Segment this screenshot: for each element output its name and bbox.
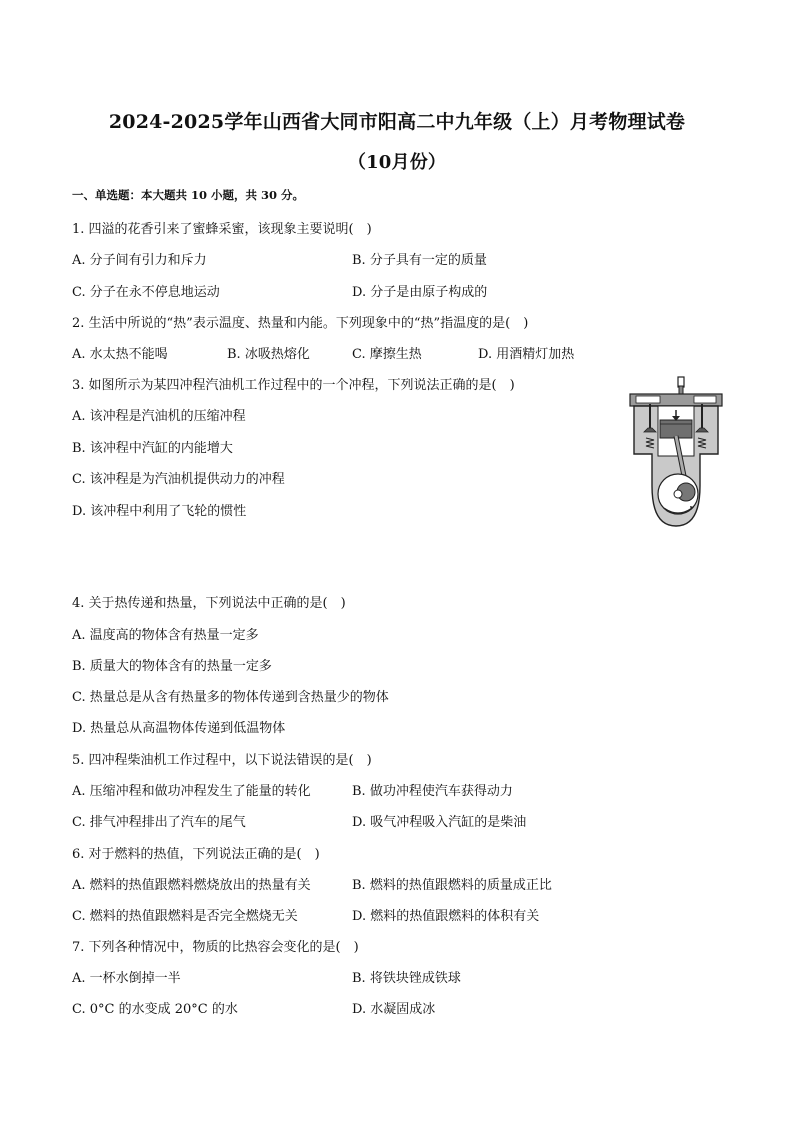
question-2-option-c[interactable]: C. 摩擦生热 (352, 347, 422, 362)
exam-title: 2024-2025学年山西省大同市阳高二中九年级（上）月考物理试卷 (108, 111, 686, 133)
question-7-option-a[interactable]: A. 一杯水倒掉一半 (72, 971, 181, 986)
question-2-option-d[interactable]: D. 用酒精灯加热 (478, 347, 575, 362)
exam-subtitle: （10月份） (347, 152, 447, 173)
question-1-option-c[interactable]: C. 分子在永不停息地运动 (72, 285, 220, 300)
question-4-option-b[interactable]: B. 质量大的物体含有的热量一定多 (72, 659, 272, 674)
question-1-stem: 1. 四溢的花香引来了蜜蜂采蜜，该现象主要说明( ) (72, 222, 372, 237)
question-6-stem: 6. 对于燃料的热值，下列说法正确的是( ) (72, 847, 320, 862)
question-5-stem: 5. 四冲程柴油机工作过程中，以下说法错误的是( ) (72, 753, 372, 768)
question-6-option-d[interactable]: D. 燃料的热值跟燃料的体积有关 (352, 909, 540, 924)
question-2-option-a[interactable]: A. 水太热不能喝 (72, 347, 168, 362)
question-5-option-b[interactable]: B. 做功冲程使汽车获得动力 (352, 784, 513, 799)
question-1-option-a[interactable]: A. 分子间有引力和斥力 (72, 253, 207, 268)
question-6-option-a[interactable]: A. 燃料的热值跟燃料燃烧放出的热量有关 (72, 878, 311, 893)
question-7-option-d[interactable]: D. 水凝固成冰 (352, 1002, 436, 1017)
question-5-option-d[interactable]: D. 吸气冲程吸入汽缸的是柴油 (352, 815, 527, 830)
question-7-option-c[interactable]: C. 0°C 的水变成 20°C 的水 (72, 1002, 238, 1017)
question-1-option-d[interactable]: D. 分子是由原子构成的 (352, 285, 488, 300)
question-5-option-c[interactable]: C. 排气冲程排出了汽车的尾气 (72, 815, 246, 830)
question-7-option-b[interactable]: B. 将铁块锉成铁球 (352, 971, 461, 986)
question-5-option-a[interactable]: A. 压缩冲程和做功冲程发生了能量的转化 (72, 784, 311, 799)
question-3-option-d[interactable]: D. 该冲程中利用了飞轮的惯性 (72, 504, 247, 519)
question-4-stem: 4. 关于热传递和热量，下列说法中正确的是( ) (72, 596, 346, 611)
question-7-stem: 7. 下列各种情况中，物质的比热容会变化的是( ) (72, 940, 359, 955)
question-3-option-a[interactable]: A. 该冲程是汽油机的压缩冲程 (72, 409, 246, 424)
question-3-option-b[interactable]: B. 该冲程中汽缸的内能增大 (72, 441, 233, 456)
question-3-stem: 3. 如图所示为某四冲程汽油机工作过程中的一个冲程，下列说法正确的是( ) (72, 378, 515, 393)
question-1-option-b[interactable]: B. 分子具有一定的质量 (352, 253, 487, 268)
section-heading: 一、单选题：本大题共 10 小题，共 30 分。 (72, 188, 305, 202)
question-2-stem: 2. 生活中所说的“热”表示温度、热量和内能。下列现象中的“热”指温度的是( ) (72, 316, 529, 331)
question-2-option-b[interactable]: B. 冰吸热熔化 (227, 347, 310, 362)
question-6-option-c[interactable]: C. 燃料的热值跟燃料是否完全燃烧无关 (72, 909, 298, 924)
question-3-option-c[interactable]: C. 该冲程是为汽油机提供动力的冲程 (72, 472, 285, 487)
question-6-option-b[interactable]: B. 燃料的热值跟燃料的质量成正比 (352, 878, 552, 893)
question-4-option-d[interactable]: D. 热量总从高温物体传递到低温物体 (72, 721, 286, 736)
engine-stroke-figure (628, 376, 724, 528)
question-4-option-c[interactable]: C. 热量总是从含有热量多的物体传递到含热量少的物体 (72, 690, 389, 705)
question-4-option-a[interactable]: A. 温度高的物体含有热量一定多 (72, 628, 259, 643)
